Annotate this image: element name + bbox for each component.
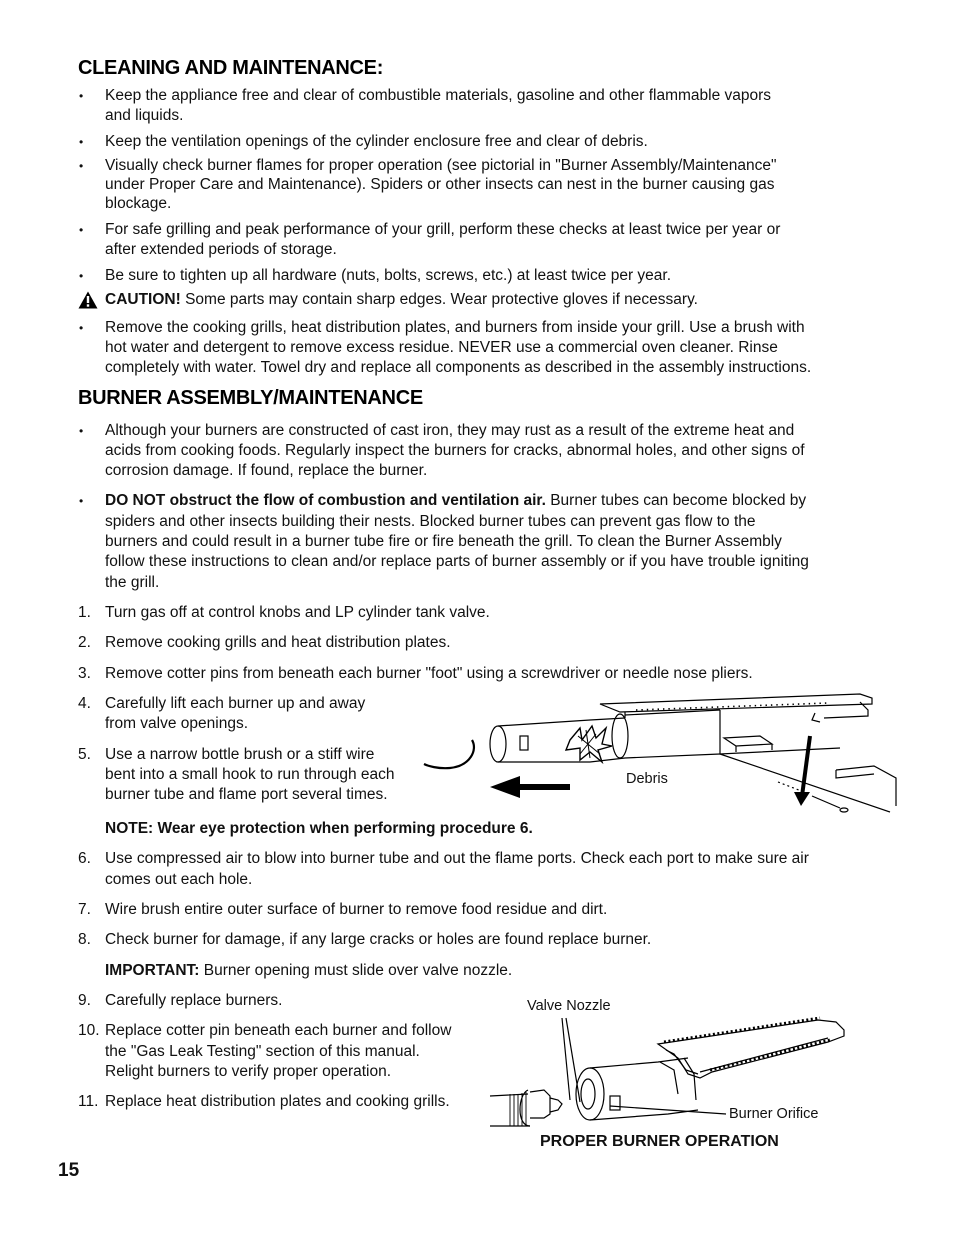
section-title-cleaning: CLEANING AND MAINTENANCE: — [78, 57, 384, 79]
valve-nozzle-label: Valve Nozzle — [527, 998, 611, 1014]
page-number: 15 — [58, 1160, 80, 1181]
burner-cleaning-illustration — [420, 688, 900, 816]
caution-text: Some parts may contain sharp edges. Wear protective gloves if necessary. — [180, 291, 698, 308]
text-line: Carefully replace burners. — [105, 992, 283, 1009]
text-line: follow these instructions to clean and/or replace parts of burner assembly or if you have trouble igniting — [105, 553, 809, 570]
text-line: completely with water. Towel dry and replace all components as described in the assembly instructions. — [105, 359, 812, 376]
text-line: under Proper Care and Maintenance). Spiders or other insects can nest in the burner causing gas — [105, 176, 775, 193]
warning-icon — [78, 291, 98, 309]
text-line: Be sure to tighten up all hardware (nuts, bolts, screws, etc.) at least twice per year. — [105, 267, 672, 284]
text-line: For safe grilling and peak performance of your grill, perform these checks at least twice per year or — [105, 221, 781, 238]
text-line: Remove cooking grills and heat distribution plates. — [105, 634, 451, 651]
text-line: Replace heat distribution plates and cooking grills. — [105, 1093, 450, 1110]
important-text — [105, 961, 512, 982]
text-line: Relight burners to verify proper operation. — [105, 1063, 392, 1080]
step-number: 11. — [78, 1093, 99, 1110]
important-label: IMPORTANT: — [105, 962, 200, 979]
text-line: blockage. — [105, 195, 172, 212]
burner-orifice-label: Burner Orifice — [729, 1106, 819, 1122]
step-number: 5. — [78, 746, 91, 763]
bullet-marker: • — [79, 135, 84, 149]
text-line: the "Gas Leak Testing" section of this manual. — [105, 1043, 420, 1060]
text-line: Keep the ventilation openings of the cylinder enclosure free and clear of debris. — [105, 133, 648, 150]
text-line: acids from cooking foods. Regularly inspect the burners for cracks, abnormal holes, and other signs of — [105, 442, 805, 459]
bullet-marker: • — [79, 424, 84, 438]
text-line: Remove cotter pins from beneath each burner "foot" using a screwdriver or needle nose pliers. — [105, 665, 753, 682]
text-line: Replace cotter pin beneath each burner and follow — [105, 1022, 452, 1039]
text-line: and liquids. — [105, 107, 184, 124]
step-number: 3. — [78, 665, 91, 682]
text-line: Use compressed air to blow into burner tube and out the flame ports. Check each port to make sure air — [105, 850, 809, 867]
step-number: 8. — [78, 931, 91, 948]
step-number: 9. — [78, 992, 91, 1009]
text-line: the grill. — [105, 574, 160, 591]
text-line: after extended periods of storage. — [105, 241, 337, 258]
step-number: 6. — [78, 850, 91, 867]
text-line: corrosion damage. If found, replace the burner. — [105, 462, 428, 479]
text-line: Wire brush entire outer surface of burner to remove food residue and dirt. — [105, 901, 608, 918]
step-number: 4. — [78, 695, 91, 712]
section-title-burner: BURNER ASSEMBLY/MAINTENANCE — [78, 387, 423, 409]
bullet-marker: • — [79, 269, 84, 283]
text-line: Although your burners are constructed of cast iron, they may rust as a result of the extreme heat and — [105, 422, 795, 439]
text-line: spiders and other insects building their nests. Blocked burner tubes can prevent gas flow to the — [105, 512, 756, 530]
step-number: 1. — [78, 604, 91, 621]
text-line: Remove the cooking grills, heat distribution plates, and burners from inside your grill. Use a brush with — [105, 319, 805, 336]
step-number: 2. — [78, 634, 91, 651]
text-line: Use a narrow bottle brush or a stiff wire — [105, 746, 375, 763]
text-line: burner tube and flame port several times. — [105, 786, 388, 803]
bullet-marker: • — [79, 494, 84, 508]
text-line: Check burner for damage, if any large cracks or holes are found replace burner. — [105, 931, 652, 948]
step-number: 7. — [78, 901, 91, 918]
text-line: Turn gas off at control knobs and LP cylinder tank valve. — [105, 604, 490, 621]
text-line: from valve openings. — [105, 715, 249, 732]
text-line — [105, 491, 806, 512]
bullet-marker: • — [79, 159, 84, 173]
proper-burner-operation-illustration — [488, 1014, 888, 1132]
text-line: Carefully lift each burner up and away — [105, 695, 366, 712]
text-line: comes out each hole. — [105, 871, 253, 888]
note-text — [105, 819, 533, 840]
debris-label: Debris — [626, 771, 668, 787]
text-line: bent into a small hook to run through each — [105, 766, 395, 783]
bold-warning: DO NOT obstruct the flow of combustion and ventilation air. — [105, 492, 546, 509]
figure-caption: PROPER BURNER OPERATION — [540, 1133, 779, 1150]
text-line: hot water and detergent to remove excess residue. NEVER use a commercial oven cleaner. Rinse — [105, 339, 778, 356]
text-line: Keep the appliance free and clear of combustible materials, gasoline and other flammable vapors — [105, 87, 772, 104]
text-line: burners and could result in a burner tube fire or fire beneath the grill. To clean the Burner Assembly — [105, 533, 782, 550]
bullet-marker: • — [79, 89, 84, 103]
step-number: 10. — [78, 1022, 100, 1039]
text-line: Visually check burner flames for proper operation (see pictorial in "Burner Assembly/Maintenance" — [105, 157, 777, 174]
text-run: Burner tubes can become blocked by — [545, 492, 807, 509]
note-bold: NOTE: Wear eye protection when performing procedure 6. — [105, 820, 533, 837]
caution-label: CAUTION! — [105, 291, 181, 308]
bullet-marker: • — [79, 223, 84, 237]
important-body: Burner opening must slide over valve nozzle. — [199, 962, 513, 979]
bullet-marker: • — [79, 321, 84, 335]
